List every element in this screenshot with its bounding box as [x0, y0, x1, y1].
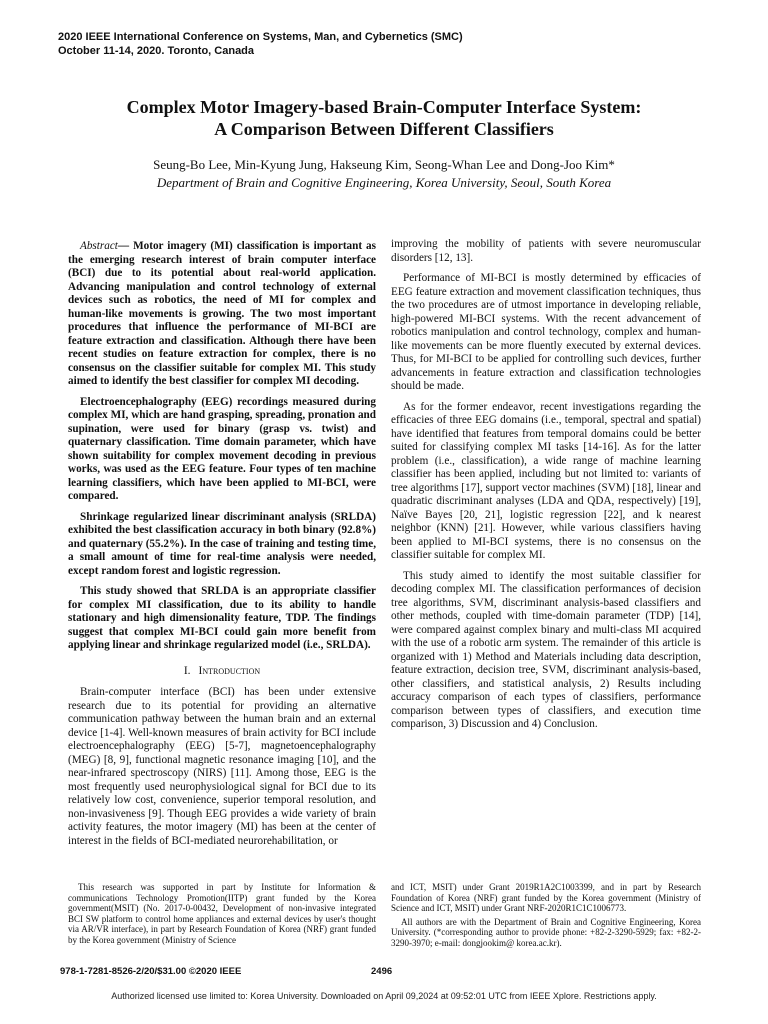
footnote-funding-continued: and ICT, MSIT) under Grant 2019R1A2C1003399, and in part by Research Foundation of Korea (NRF) grant funded by the Korea government (Ministry of Science and ICT, MSIT) under Grant NRF-2020R1C1C1006773. [391, 882, 701, 914]
intro-paragraph-2: Performance of MI-BCI is mostly determined by efficacies of EEG feature extraction and movement classification techniques, thus the two procedures are of utmost importance in developing reliable, high-powered MI-BCI systems. With the recent advancement of robotics manipulation and control technology, complex and human-like movements can be more fluently executed by external devices. Thus, for MI-BCI to be applied for controlling such devices, further advancements in feature extraction and classification technologies should be made. [391, 272, 701, 392]
footnote-funding: This research was supported in part by Institute for Information & communications Technology Promotion(IITP) grant funded by the Korea government(MSIT) (No. 2017-0-00432, Development of non-invasive integrated BCI SW platform to control home appliances and external devices by user's thought via AR/VR interface), in part by Research Foundation of Korea (NRF) grant funded by the Korea government (Ministry of Science [68, 882, 376, 945]
title-line-2: A Comparison Between Different Classifiers [214, 119, 554, 139]
section-title: Introduction [198, 664, 261, 677]
affiliation: Department of Brain and Cognitive Engineering, Korea University, Seoul, South Korea [156, 175, 612, 190]
intro-paragraph-4: This study aimed to identify the most suitable classifier for decoding complex MI. The classification performances of decision tree algorithms, SVM, discriminant analysis-based classifiers and other methods, coupled with time-domain parameter (TDP) [14], were compared against complex binary and multi-class MI acquired with the use of a robotic arm system. The remainder of this article is organized with 1) Method and Materials including data description, feature extraction, decision tree, SVM, discriminant analysis-based, other classifiers, and statistical analysis, 2) Results including accuracy comparison of each types of classifiers, performance comparison between types of classifiers, and execution time comparison, 3) Discussion and 4) Conclusion. [391, 569, 701, 730]
right-column [391, 238, 701, 739]
abstract-text-1: Motor imagery (MI) classification is important as the emerging research interest of brain computer interface (BCI) due to its potential about real-world application. Advancing manipulation and control technology of external devices such as robotics, the need of MI for complex and human-like movements is growing. The two most important procedures that influence the performance of MI-BCI are feature extraction and classification. Although there have been recent studies on feature extraction for complex, there is no consensus on the classifier suitable for complex MI. This study aimed to identify the best classifier for complex MI decoding. [68, 240, 376, 387]
abstract-dash: — [117, 240, 130, 252]
footnote-authors: All authors are with the Department of Brain and Cognitive Engineering, Korea University. (*corresponding author to provide phone: +82-2-3290-5929; fax: +82-2-3290-3970; e-mail: dongjookim@ korea.ac.kr). [391, 916, 701, 948]
abstract-paragraph-3: Shrinkage regularized linear discriminant analysis (SRLDA) exhibited the best classification accuracy in both binary (92.8%) and quaternary (55.2%). In the case of training and testing time, a small amount of time for real-time analysis were needed, except random forest and logistic regression. [68, 510, 376, 577]
intro-paragraph-1-continued: improving the mobility of patients with severe neuromuscular disorders [12, 13]. [391, 238, 701, 264]
abstract-paragraph-2: Electroencephalography (EEG) recordings measured during complex MI, which are hand grasping, spreading, pronation and supination, were used for binary (grasp vs. twist) and quaternary classification. Time domain parameter, which have shown suitability for complex movement decoding in previous works, was used as the EEG feature. Four types of ten machine learning classifiers, which have been applied to MI-BCI, were compared. [68, 395, 376, 502]
author-list: Seung-Bo Lee, Min-Kyung Jung, Hakseung Kim, Seong-Whan Lee and Dong-Joo Kim* [153, 157, 615, 172]
abstract-label: Abstract [80, 240, 118, 252]
conference-name: 2020 IEEE International Conference on Systems, Man, and Cybernetics (SMC) [58, 31, 463, 43]
title-line-1: Complex Motor Imagery-based Brain-Computer Interface System: [126, 97, 642, 117]
license-notice: Authorized licensed use limited to: Korea University. Downloaded on April 09,2024 at 09:52:01 UTC from IEEE Xplore. Restrictions apply. [111, 991, 657, 1001]
section-number: I. [183, 664, 191, 677]
intro-paragraph-1: Brain-computer interface (BCI) has been under extensive research due to its potential for providing an alternative communication pathway between the human brain and an external device [1-4]. Well-known measures of brain activity for BCI include electroencephalography (EEG) [5-7], magnetoencephalography (MEG) [8, 9], functional magnetic resonance imaging [10], and the near-infrared spectroscopy (NIRS) [11]. Among those, EEG is the most frequently used neurophysiological signal for BCI due to its relatively low cost, convenience, superior temporal resolution, and non-invasiveness [9]. Though EEG provides a wide variety of brain activity features, the motor imagery (MI) has been at the center of interest in the fields of BCI-mediated neurorehabilitation, or [68, 686, 376, 847]
abstract-paragraph-1 [68, 240, 376, 389]
section-heading-introduction [68, 665, 376, 679]
paper-title [40, 96, 728, 140]
conference-header [58, 30, 708, 58]
conference-dates: October 11-14, 2020. Toronto, Canada [58, 45, 255, 57]
left-column [68, 240, 376, 855]
footnote-right [391, 882, 701, 952]
page-number: 2496 [371, 966, 393, 977]
isbn-copyright: 978-1-7281-8526-2/20/$31.00 ©2020 IEEE [60, 966, 242, 977]
footnote-left [68, 882, 376, 949]
intro-paragraph-3: As for the former endeavor, recent investigations regarding the efficacies of three EEG domains (i.e., temporal, spectral and spatial) have identified that features from temporal domains could be better suited for classifying complex MI tasks [14-16]. As for the latter problem (i.e., classification), a wide range of machine learning classifier has been applied, including but not limited to: variants of tree algorithms [17], support vector machines (SVM) [18], linear and quadratic discriminant analyses (LDA and QDA, respectively) [19], Naïve Bayes [20, 21], logistic regression [22], and k nearest neighbor (KNN) [21]. However, while various classifiers having been applied to MI-BCI systems, there is no consensus on the classifier suitable for complex MI. [391, 400, 701, 561]
abstract [68, 240, 376, 653]
abstract-paragraph-4: This study showed that SRLDA is an appropriate classifier for complex MI classification, due to its ability to handle stationary and high dimensionality feature, TDP. The findings suggest that complex MI-BCI could gain more benefit from applying linear and shrinkage regularized model (i.e., SRLDA). [68, 585, 376, 651]
